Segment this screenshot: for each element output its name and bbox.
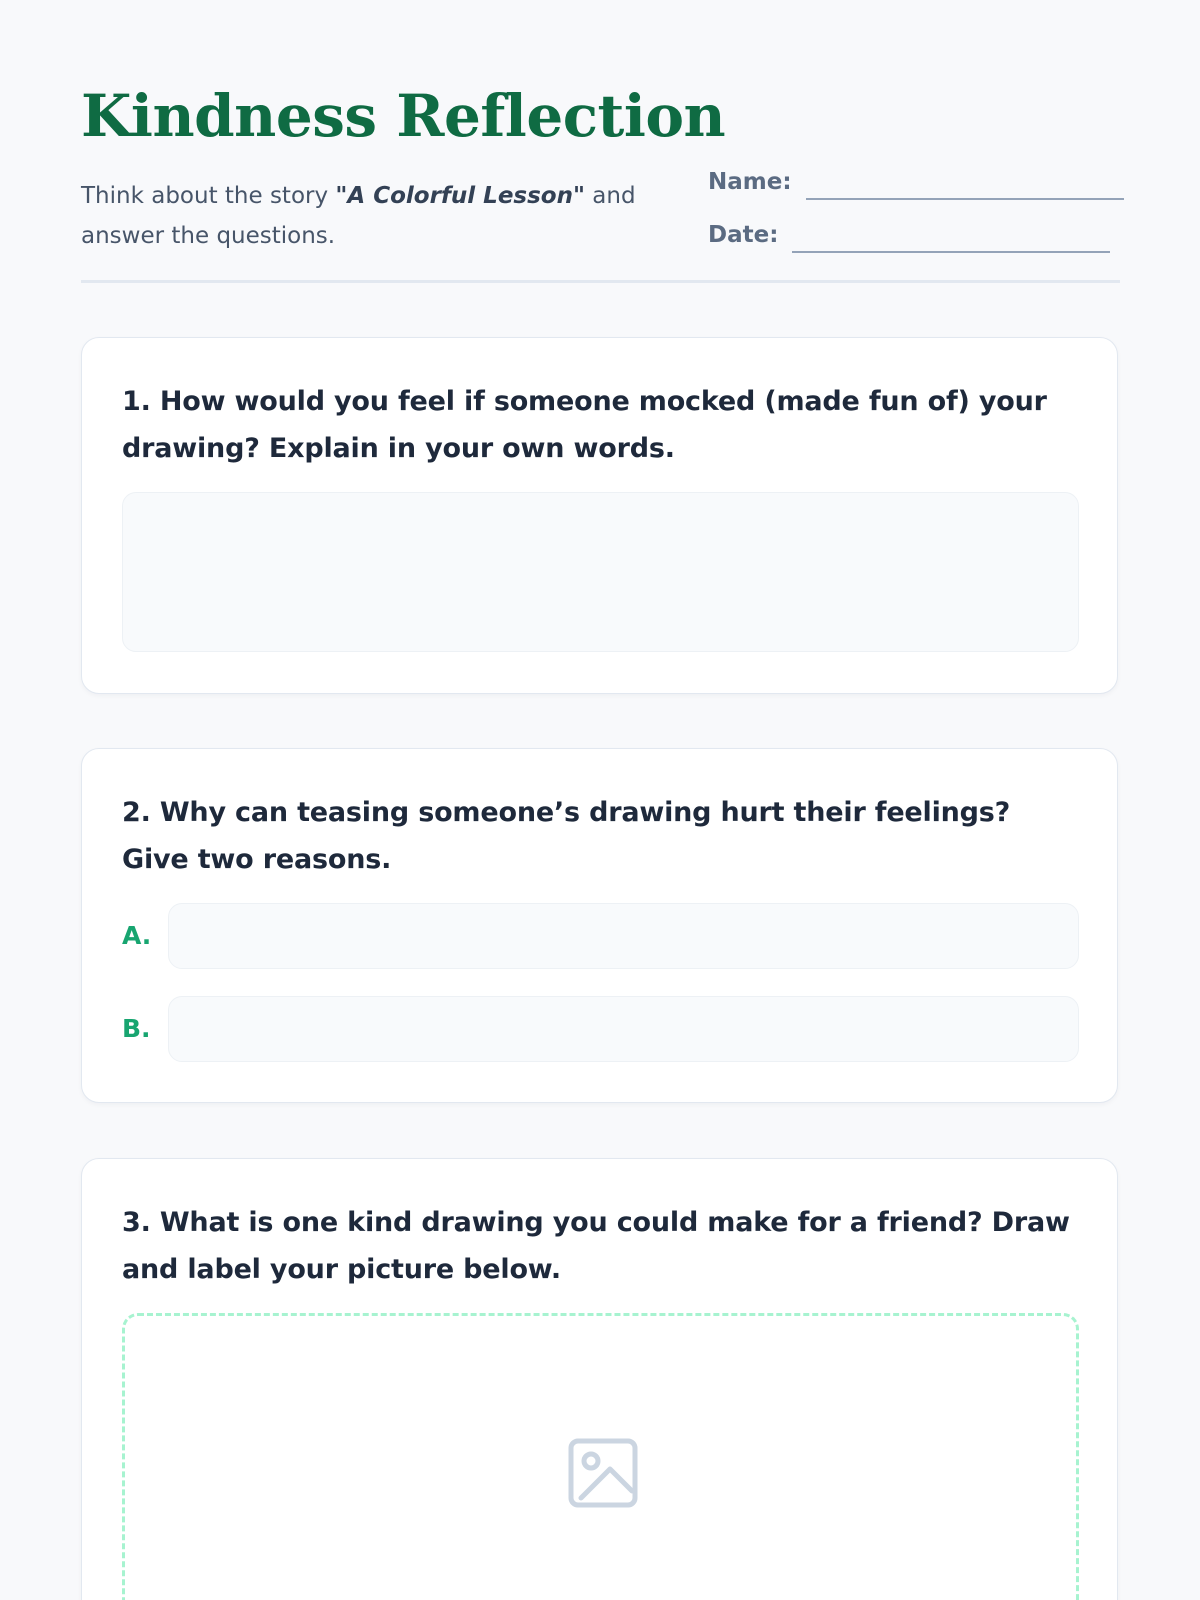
question-text-1: 1. How would you feel if someone mocked (made fun of) your drawing? Explain in your own words. [122, 386, 1047, 464]
reason-input-a[interactable] [168, 903, 1079, 969]
worksheet-header [81, 78, 1120, 249]
intro-text-end: and answer the questions. [81, 183, 636, 249]
header-divider [81, 280, 1120, 283]
page-title: Kindness Reflection [81, 82, 726, 150]
reason-input-b[interactable] [168, 996, 1079, 1062]
intro-text-start: Think about the story [81, 183, 336, 209]
date-label: Date: [708, 222, 779, 248]
story-title: "A Colorful Lesson" [335, 183, 585, 209]
reason-row-b [122, 996, 1079, 1062]
reason-label-b: B. [122, 1014, 151, 1043]
name-line[interactable] [806, 162, 1124, 200]
question-text-3: 3. What is one kind drawing you could make for a friend? Draw and label your picture below. [122, 1207, 1070, 1285]
name-label: Name: [708, 169, 792, 195]
name-field [708, 160, 1124, 200]
date-field [708, 213, 1110, 253]
drawing-area[interactable] [122, 1313, 1079, 1600]
date-line[interactable] [792, 215, 1110, 253]
reason-label-a: A. [122, 921, 152, 950]
answer-box-1[interactable] [122, 492, 1079, 652]
reason-row-a [122, 903, 1079, 969]
question-card-3 [81, 1158, 1118, 1600]
image-icon [568, 1438, 638, 1508]
question-card-2 [81, 748, 1118, 1103]
question-text-2: 2. Why can teasing someone’s drawing hurt their feelings? Give two reasons. [122, 797, 1011, 875]
question-card-1 [81, 337, 1118, 694]
intro-text [81, 176, 661, 256]
